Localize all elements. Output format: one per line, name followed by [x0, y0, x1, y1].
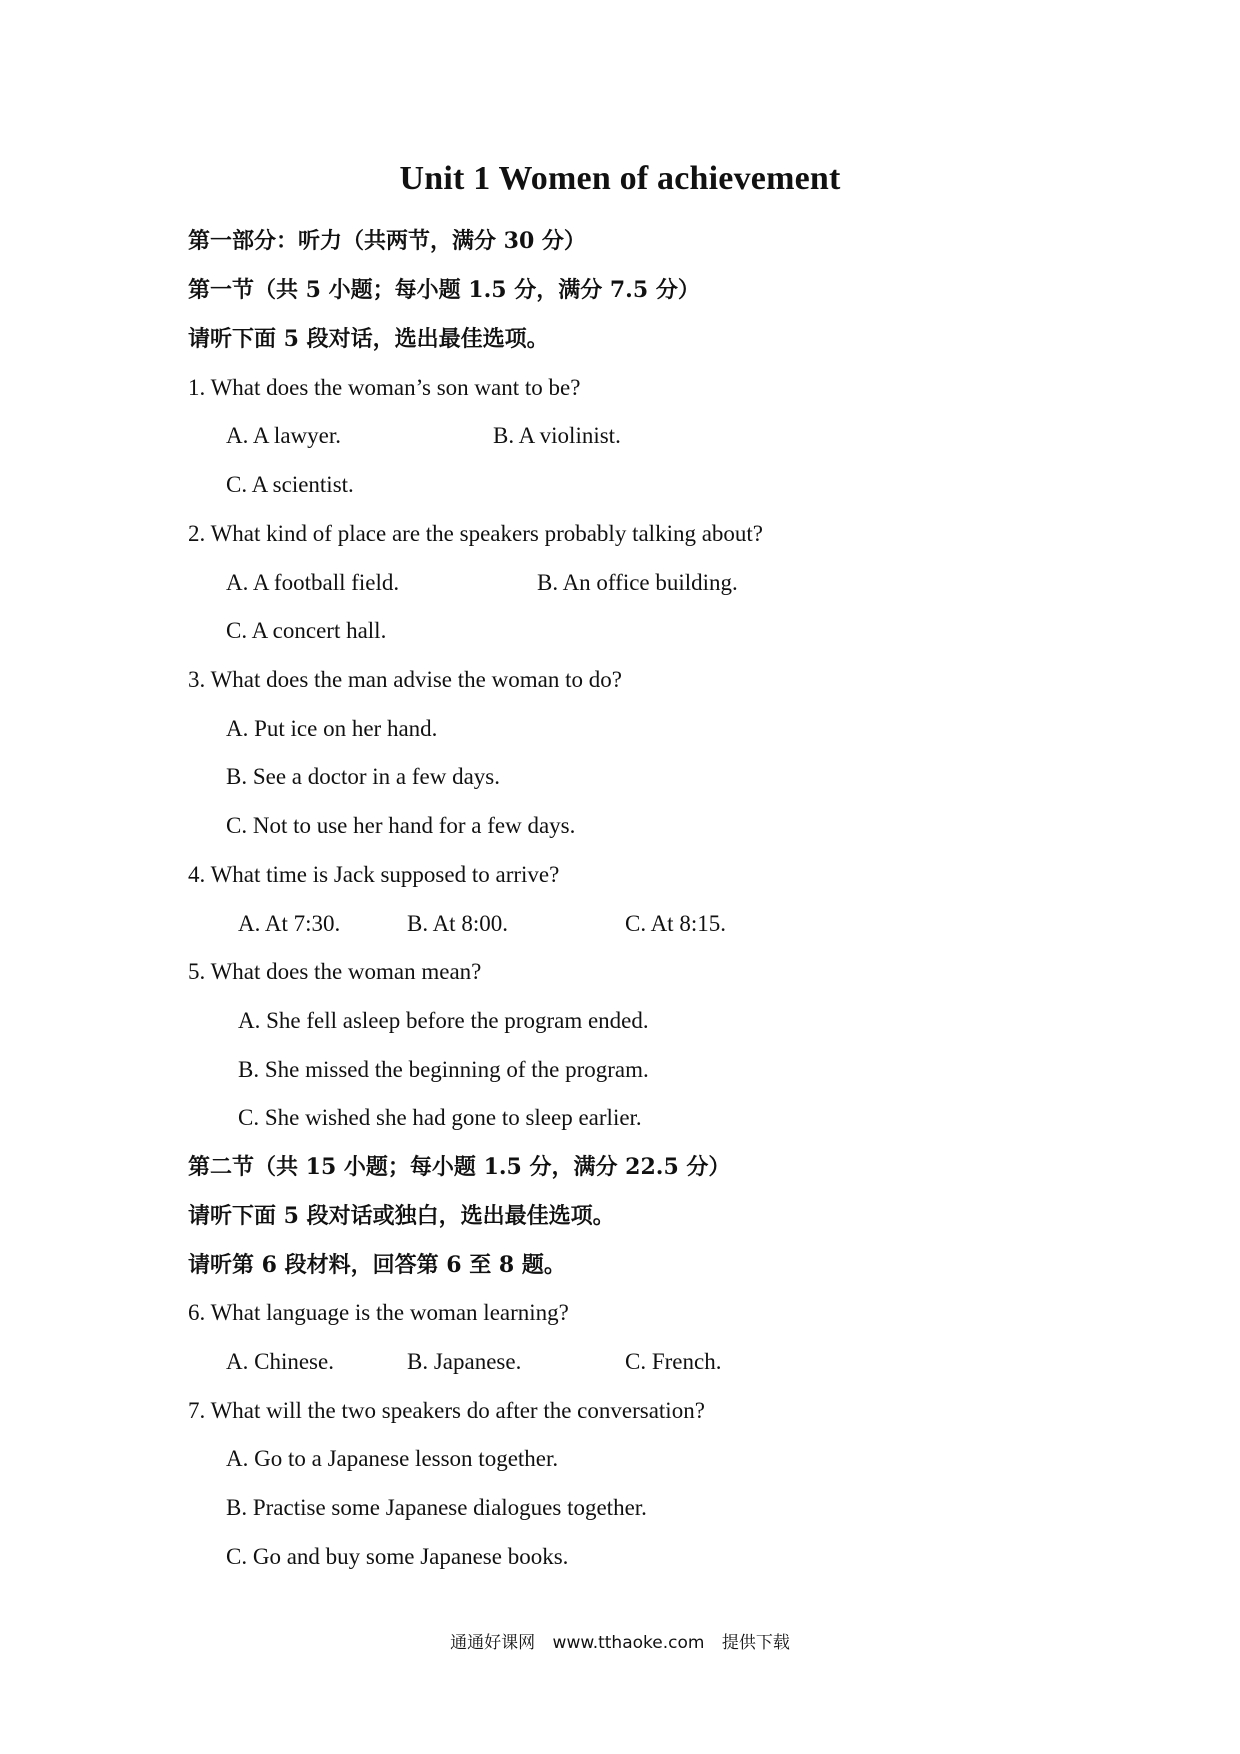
part1-heading: 第一部分：听力（共两节，满分 30 分）: [188, 228, 586, 254]
page-footer: [0, 1628, 1240, 1653]
q3-option-a: A. Put ice on her hand.: [226, 716, 438, 741]
question-1: 1. What does the woman’s son want to be?: [188, 375, 581, 400]
q1-option-c: C. A scientist.: [226, 472, 354, 497]
q3-option-b: B. See a doctor in a few days.: [226, 764, 501, 789]
q2-option-c: C. A concert hall.: [226, 618, 387, 643]
question-6: 6. What language is the woman learning?: [188, 1300, 569, 1325]
section1-instruction: 请听下面 5 段对话，选出最佳选项。: [188, 326, 549, 352]
passage6-instruction: 请听第 6 段材料，回答第 6 至 8 题。: [188, 1252, 566, 1278]
q7-option-b: B. Practise some Japanese dialogues together.: [226, 1495, 647, 1520]
section2-heading: 第二节（共 15 小题；每小题 1.5 分，满分 22.5 分）: [188, 1154, 731, 1180]
question-7: 7. What will the two speakers do after the conversation?: [188, 1398, 705, 1423]
question-4: 4. What time is Jack supposed to arrive?: [188, 862, 560, 887]
q4-option-c: C. At 8:15.: [625, 911, 726, 936]
q5-option-c: C. She wished she had gone to sleep earlier.: [238, 1105, 642, 1130]
q1-option-b: B. A violinist.: [493, 423, 621, 448]
footer-url[interactable]: www.tthaoke.com: [552, 1633, 705, 1653]
q5-option-b: B. She missed the beginning of the program.: [238, 1057, 649, 1082]
q4-option-b: B. At 8:00.: [407, 911, 508, 936]
q6-option-a: A. Chinese.: [226, 1349, 334, 1374]
question-5: 5. What does the woman mean?: [188, 959, 482, 984]
footer-tail: 提供下载: [721, 1633, 790, 1653]
q4-option-a: A. At 7:30.: [238, 911, 341, 936]
q2-option-b: B. An office building.: [537, 570, 738, 595]
question-2: 2. What kind of place are the speakers probably talking about?: [188, 521, 764, 546]
q1-option-a: A. A lawyer.: [226, 423, 341, 448]
q6-option-c: C. French.: [625, 1349, 722, 1374]
q5-option-a: A. She fell asleep before the program ended.: [238, 1008, 649, 1033]
q6-option-b: B. Japanese.: [407, 1349, 522, 1374]
page-title: Unit 1 Women of achievement: [399, 160, 841, 197]
footer-site-name: 通通好课网: [450, 1633, 536, 1653]
q7-option-a: A. Go to a Japanese lesson together.: [226, 1446, 559, 1471]
q2-option-a: A. A football field.: [226, 570, 400, 595]
q7-option-c: C. Go and buy some Japanese books.: [226, 1544, 569, 1569]
question-3: 3. What does the man advise the woman to do?: [188, 667, 622, 692]
section2-instruction: 请听下面 5 段对话或独白，选出最佳选项。: [188, 1203, 615, 1229]
section1-heading: 第一节（共 5 小题；每小题 1.5 分，满分 7.5 分）: [188, 277, 700, 303]
q3-option-c: C. Not to use her hand for a few days.: [226, 813, 576, 838]
